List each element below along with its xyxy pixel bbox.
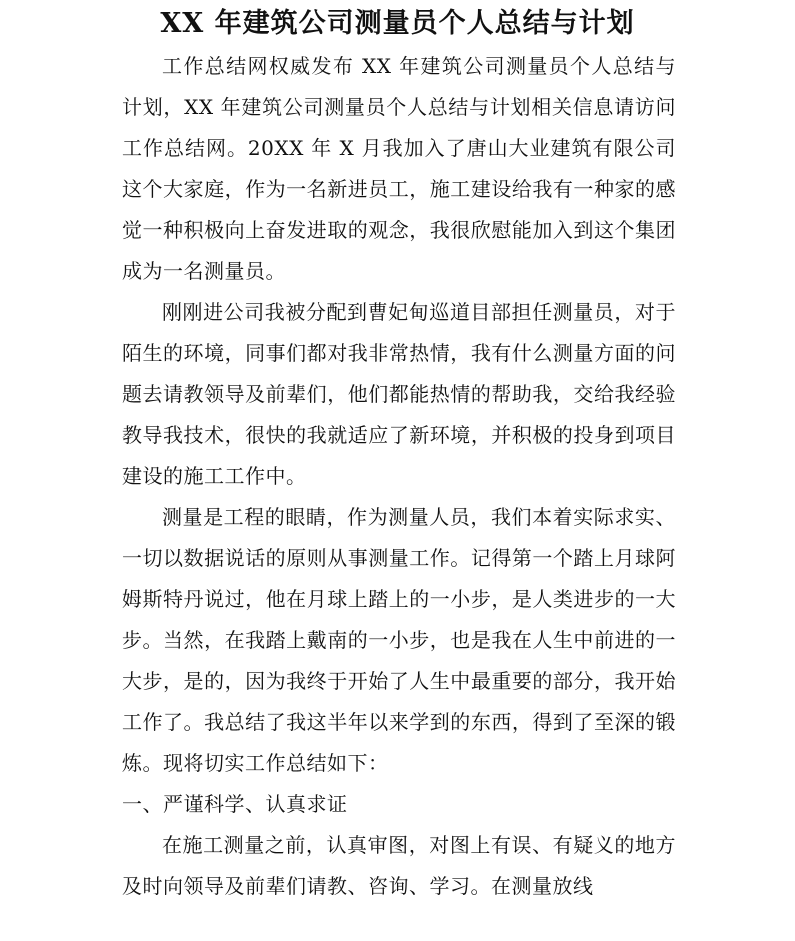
paragraph-joining: 刚刚进公司我被分配到曹妃甸巡道目部担任测量员，对于陌生的环境，同事们都对我非常热情，我有什么测量方面的问题去请教领导及前辈们，他们都能热情的帮助我，交给我经验教导我技术，很快的我就适应了新环境，并积极的投身到项目建设的施工工作中。 bbox=[122, 300, 676, 488]
paragraph-summary: 测量是工程的眼睛，作为测量人员，我们本着实际求实、一切以数据说话的原则从事测量工作。记得第一个踏上月球阿姆斯特丹说过，他在月球上踏上的一小步，是人类进步的一大步。当然，在我踏上戴南的一小步，也是我在人生中前进的一大步，是的，因为我终于开始了人生中最重要的部分，我开始工作了。我总结了我这半年以来学到的东西，得到了至深的锻炼。现将切实工作总结如下： bbox=[122, 505, 676, 775]
document-body bbox=[122, 46, 676, 907]
section-heading: 一、严谨科学、认真求证 bbox=[122, 792, 348, 816]
document-title: XX 年建筑公司测量员个人总结与计划 bbox=[160, 8, 635, 39]
paragraph-section-one: 在施工测量之前，认真审图，对图上有误、有疑义的地方及时向领导及前辈们请教、咨询、学习。在测量放线 bbox=[122, 833, 676, 898]
paragraph-intro: 工作总结网权威发布 XX 年建筑公司测量员个人总结与计划，XX 年建筑公司测量员个人总结与计划相关信息请访问工作总结网。20XX 年 X 月我加入了唐山大业建筑有限公司这个大家庭，作为一名新进员工，施工建设给我有一种家的感觉一种积极向上奋发进取的观念，我很欣慰能加入到这个集团成为一名测量员。 bbox=[122, 54, 676, 283]
